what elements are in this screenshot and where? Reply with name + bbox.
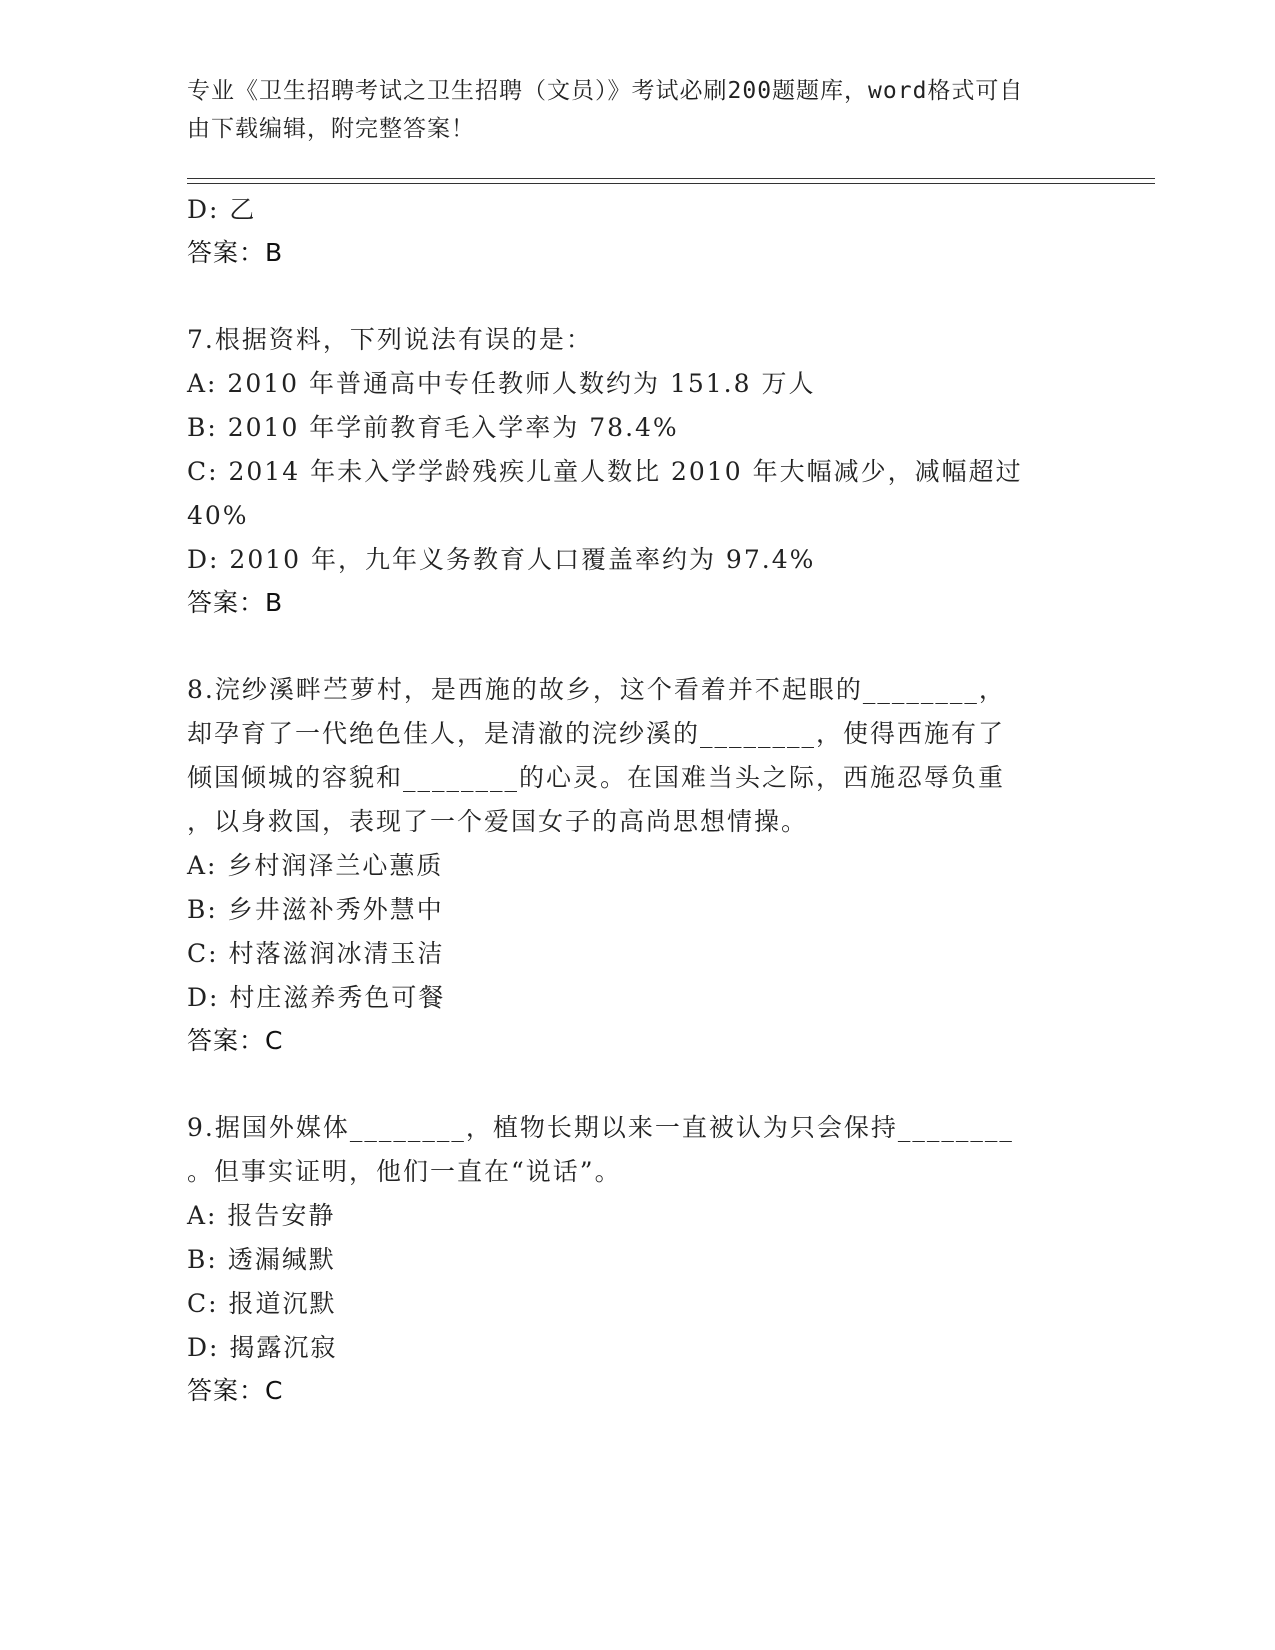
q7-option-b: B: 2010 年学前教育毛入学率为 78.4% [187,413,679,442]
q8-stem-line4: ，以身救国，表现了一个爱国女子的高尚思想情操。 [187,807,809,836]
prev-answer: 答案：B [187,238,284,267]
q9-option-c: C: 报道沉默 [187,1289,337,1318]
q7-option-c-line2: 40% [187,501,249,530]
q8-option-a: A: 乡村润泽兰心蕙质 [187,851,444,880]
q7-stem: 7.根据资料，下列说法有误的是： [187,325,593,354]
q7-option-c-line1: C: 2014 年未入学学龄残疾儿童人数比 2010 年大幅减少，减幅超过 [187,457,1023,486]
q9-option-a: A: 报告安静 [187,1201,336,1230]
q8-answer: 答案：C [187,1026,284,1055]
q7-option-a: A: 2010 年普通高中专任教师人数约为 151.8 万人 [187,369,816,398]
header-divider-bottom [187,183,1155,184]
header-line-1: 专业《卫生招聘考试之卫生招聘（文员）》考试必刷200题题库，word格式可自 [187,78,1024,104]
q9-stem-line1: 9.据国外媒体________，植物长期以来一直被认为只会保持________ [187,1113,1014,1142]
q8-stem-line2: 却孕育了一代绝色佳人，是清澈的浣纱溪的________，使得西施有了 [187,719,1006,748]
q8-option-b: B: 乡井滋补秀外慧中 [187,895,444,924]
q9-stem-line2: 。但事实证明，他们一直在“说话”。 [187,1157,622,1186]
q8-option-c: C: 村落滋润冰清玉洁 [187,939,445,968]
header-divider-top [187,178,1155,179]
q9-option-d: D: 揭露沉寂 [187,1333,338,1362]
q8-stem-line1: 8.浣纱溪畔苎萝村，是西施的故乡，这个看着并不起眼的________， [187,675,1006,704]
prev-option-d: D: 乙 [187,195,257,224]
q8-option-d: D: 村庄滋养秀色可餐 [187,983,446,1012]
q7-option-d: D: 2010 年，九年义务教育人口覆盖率约为 97.4% [187,545,816,574]
header-line-2: 由下载编辑，附完整答案！ [187,116,475,142]
document-header [187,72,1067,148]
q9-option-b: B: 透漏缄默 [187,1245,336,1274]
q8-stem-line3: 倾国倾城的容貌和________的心灵。在国难当头之际，西施忍辱负重 [187,763,1006,792]
q7-answer: 答案：B [187,588,284,617]
q9-answer: 答案：C [187,1376,284,1405]
